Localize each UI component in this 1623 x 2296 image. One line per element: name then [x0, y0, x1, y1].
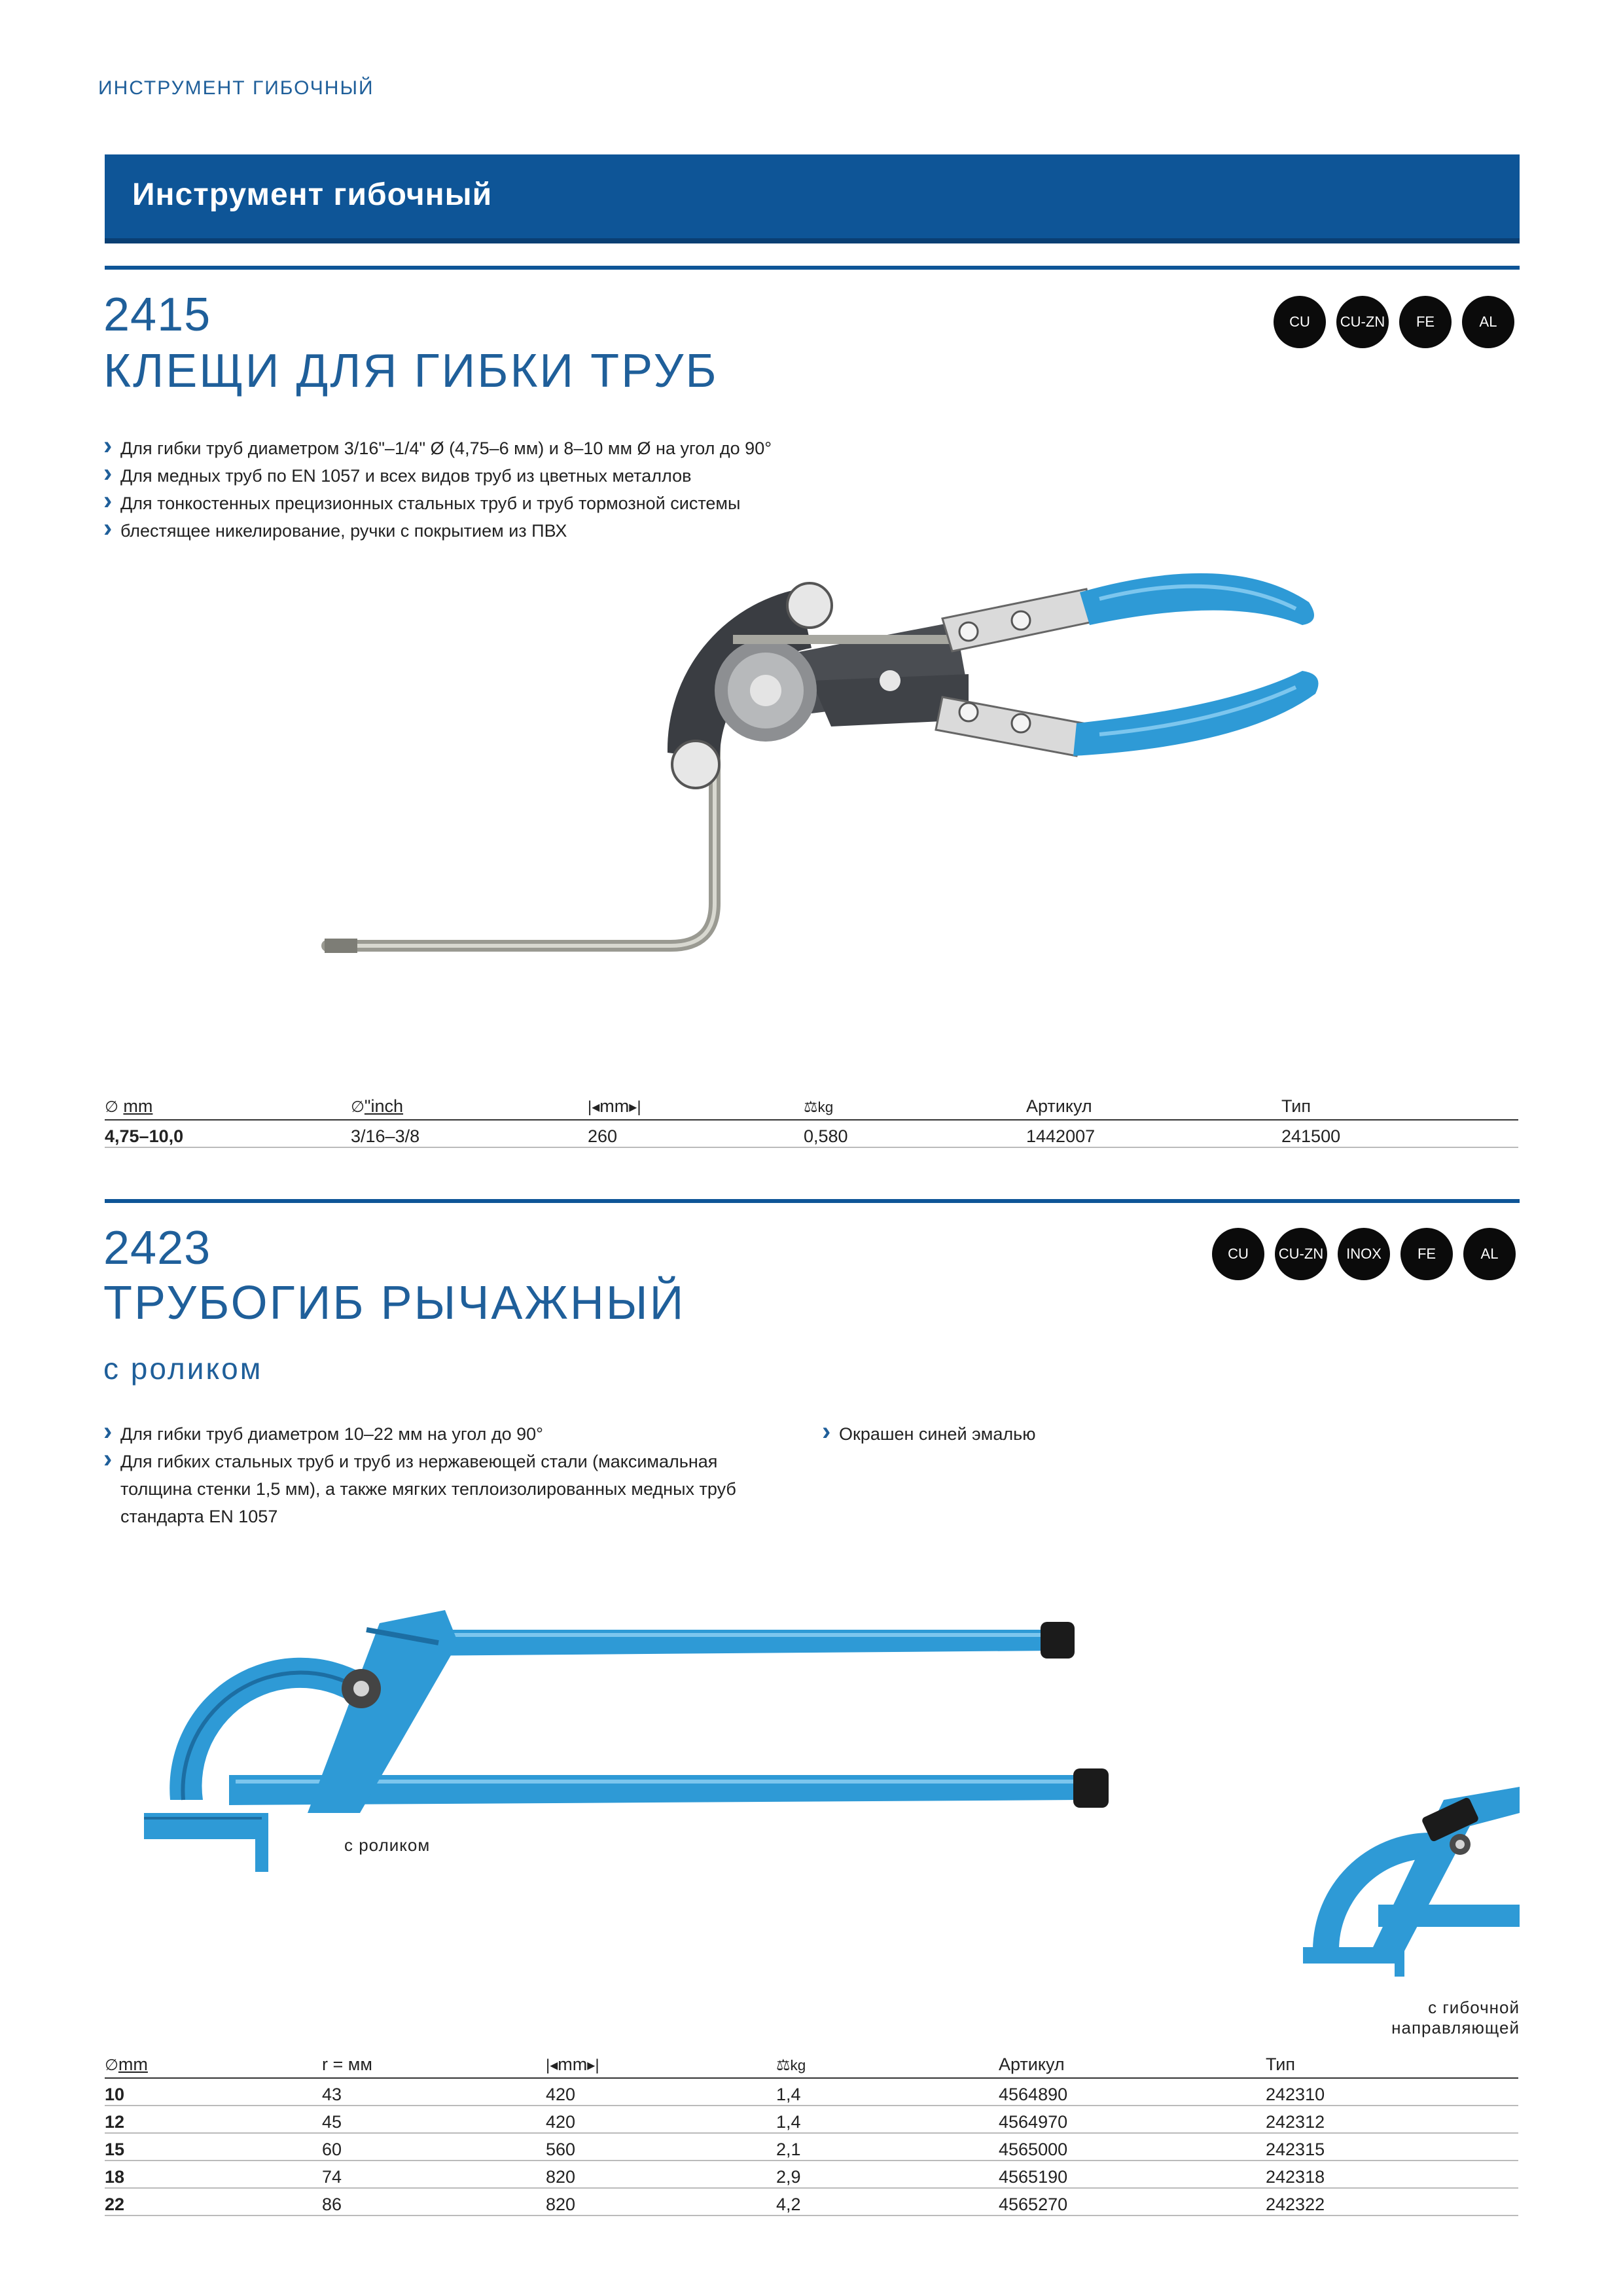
- table-cell: 1442007: [1026, 1120, 1281, 1147]
- material-badges: [1212, 1228, 1516, 1280]
- banner-title: Инструмент гибочный: [132, 177, 493, 212]
- table-cell: 22: [105, 2188, 322, 2215]
- table-row: [105, 2133, 1518, 2161]
- table-cell: 2,9: [776, 2161, 999, 2188]
- feature-item: › Для гибких стальных труб и труб из нержавеющей стали (максимальная толщина стенки 1,5 мм), а также мягких теплоизолированных медных труб стандарта EN 1057: [103, 1448, 771, 1530]
- table-cell: 242318: [1266, 2161, 1518, 2188]
- material-badge: AL: [1462, 296, 1514, 348]
- weight-column: ⚖kg: [804, 1090, 1026, 1120]
- diameter-mm-column: ∅ mm: [105, 1090, 351, 1120]
- table-cell: 15: [105, 2133, 322, 2161]
- diameter-icon: ∅: [351, 1098, 365, 1116]
- table-cell: 12: [105, 2106, 322, 2133]
- length-arrow-icon: |◂: [546, 2056, 558, 2074]
- material-badge: CU-ZN: [1275, 1228, 1327, 1280]
- table-cell: 4,75–10,0: [105, 1120, 351, 1147]
- table-cell: 10: [105, 2078, 322, 2106]
- material-badge: CU: [1212, 1228, 1264, 1280]
- table-cell: 1,4: [776, 2106, 999, 2133]
- table-cell: 260: [588, 1120, 804, 1147]
- feature-list: [103, 435, 823, 545]
- feature-list: [103, 1420, 771, 1530]
- running-head: ИНСТРУМЕНТ ГИБОЧНЫЙ: [98, 77, 374, 99]
- table-cell: 4565000: [999, 2133, 1266, 2161]
- table-cell: 242310: [1266, 2078, 1518, 2106]
- table-cell: 242312: [1266, 2106, 1518, 2133]
- feature-item: › Для медных труб по EN 1057 и всех видов труб из цветных металлов: [103, 462, 823, 490]
- type-column: Тип: [1281, 1090, 1518, 1120]
- table-cell: 4564890: [999, 2078, 1266, 2106]
- table-row: [105, 1120, 1518, 1147]
- length-column: |◂mm▸|: [546, 2049, 776, 2078]
- table-cell: 420: [546, 2078, 776, 2106]
- table-cell: 242315: [1266, 2133, 1518, 2161]
- material-badge: CU-ZN: [1336, 296, 1389, 348]
- material-badges: [1274, 296, 1514, 348]
- table-cell: 60: [322, 2133, 546, 2161]
- product-number: 2423: [103, 1222, 211, 1274]
- table-cell: 2,1: [776, 2133, 999, 2161]
- article-column: Артикул: [999, 2049, 1266, 2078]
- diameter-mm-column: ∅mm: [105, 2049, 322, 2078]
- section-divider: [105, 1199, 1520, 1203]
- image-caption: с роликом: [344, 1835, 431, 1855]
- spec-table: [105, 1090, 1518, 1148]
- table-cell: 4564970: [999, 2106, 1266, 2133]
- table-cell: 560: [546, 2133, 776, 2161]
- table-row: [105, 2188, 1518, 2215]
- material-badge: FE: [1399, 296, 1452, 348]
- length-column: |◂mm▸|: [588, 1090, 804, 1120]
- length-arrow-icon: |◂: [588, 1098, 600, 1116]
- material-badge: CU: [1274, 296, 1326, 348]
- bender-with-guide-image: [1300, 1787, 1520, 1977]
- scale-icon: ⚖: [776, 2056, 791, 2074]
- table-cell: 241500: [1281, 1120, 1518, 1147]
- scale-icon: ⚖: [804, 1098, 818, 1116]
- table-cell: 43: [322, 2078, 546, 2106]
- feature-item: › Окрашен синей эмалью: [822, 1420, 1411, 1448]
- spec-table: [105, 2049, 1518, 2216]
- diameter-icon: ∅: [105, 2056, 118, 2074]
- section-banner: [105, 154, 1520, 243]
- table-cell: 820: [546, 2188, 776, 2215]
- feature-item: › Для гибки труб диаметром 10–22 мм на угол до 90°: [103, 1420, 771, 1448]
- material-badge: FE: [1400, 1228, 1453, 1280]
- radius-column: r = мм: [322, 2049, 546, 2078]
- feature-list-right: [822, 1420, 1411, 1448]
- material-badge: INOX: [1338, 1228, 1390, 1280]
- table-cell: 4,2: [776, 2188, 999, 2215]
- diameter-inch-column: ∅"inch: [351, 1090, 588, 1120]
- table-row: [105, 2106, 1518, 2133]
- image-caption-alt: с гибочной направляющей: [1391, 1998, 1520, 2037]
- table-cell: 420: [546, 2106, 776, 2133]
- table-header-row: [105, 1090, 1518, 1120]
- section-divider: [105, 266, 1520, 270]
- table-cell: 45: [322, 2106, 546, 2133]
- table-cell: 242322: [1266, 2188, 1518, 2215]
- article-column: Артикул: [1026, 1090, 1281, 1120]
- product-title: ТРУБОГИБ РЫЧАЖНЫЙ: [103, 1277, 686, 1329]
- product-subtitle: с роликом: [103, 1352, 263, 1386]
- table-cell: 74: [322, 2161, 546, 2188]
- diameter-icon: ∅: [105, 1098, 118, 1116]
- pipe-bending-pliers-image: [314, 563, 1335, 982]
- table-cell: 86: [322, 2188, 546, 2215]
- product-title: КЛЕЩИ ДЛЯ ГИБКИ ТРУБ: [103, 345, 719, 397]
- table-cell: 4565270: [999, 2188, 1266, 2215]
- weight-column: ⚖kg: [776, 2049, 999, 2078]
- feature-item: › блестящее никелирование, ручки с покрытием из ПВХ: [103, 517, 823, 545]
- table-cell: 0,580: [804, 1120, 1026, 1147]
- table-cell: 18: [105, 2161, 322, 2188]
- table-row: [105, 2161, 1518, 2188]
- table-cell: 820: [546, 2161, 776, 2188]
- material-badge: AL: [1463, 1228, 1516, 1280]
- table-cell: 3/16–3/8: [351, 1120, 588, 1147]
- table-cell: 4565190: [999, 2161, 1266, 2188]
- type-column: Тип: [1266, 2049, 1518, 2078]
- table-header-row: [105, 2049, 1518, 2078]
- feature-item: › Для гибки труб диаметром 3/16"–1/4" Ø (4,75–6 мм) и 8–10 мм Ø на угол до 90°: [103, 435, 823, 462]
- lever-pipe-bender-image: [144, 1604, 1126, 1892]
- table-row: [105, 2078, 1518, 2106]
- table-cell: 1,4: [776, 2078, 999, 2106]
- feature-item: › Для тонкостенных прецизионных стальных труб и труб тормозной системы: [103, 490, 823, 517]
- product-number: 2415: [103, 289, 211, 341]
